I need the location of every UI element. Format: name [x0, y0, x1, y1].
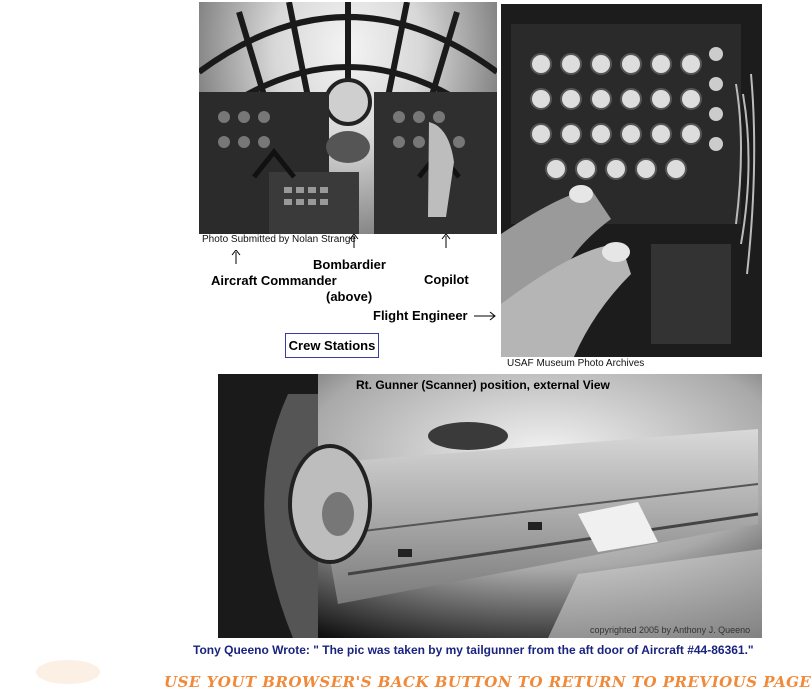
arrow-up-copilot	[441, 234, 451, 248]
copyright-text: copyrighted 2005 by Anthony J. Queeno	[590, 625, 751, 635]
arrow-right-engineer	[474, 311, 496, 321]
label-bombardier-above: (above)	[326, 289, 373, 304]
label-flight-engineer: Flight Engineer	[373, 308, 468, 323]
label-copilot: Copilot	[424, 272, 469, 287]
quote-speaker: Tony Queeno Wrote:	[193, 643, 310, 657]
arrow-up-commander	[231, 250, 241, 264]
quote-text: " The pic was taken by my tailgunner from the aft door of Aircraft #44-86361."	[313, 643, 754, 657]
flight-engineer-photo	[501, 4, 762, 357]
photo-credit-usaf: USAF Museum Photo Archives	[507, 358, 645, 369]
cockpit-photo	[199, 2, 497, 234]
arrow-up-bombardier	[349, 234, 359, 248]
faint-logo-icon	[34, 657, 102, 687]
photo-credit-nolan: Photo Submitted by Nolan Strange	[202, 234, 356, 245]
crew-stations-box: Crew Stations	[285, 333, 379, 358]
label-aircraft-commander: Aircraft Commander	[211, 273, 337, 288]
external-view-caption: Rt. Gunner (Scanner) position, external View	[356, 378, 610, 392]
back-button-notice: USE YOUT BROWSER'S BACK BUTTON TO RETURN TO PREVIOUS PAGE	[164, 673, 811, 691]
label-bombardier: Bombardier	[313, 257, 386, 272]
external-view-photo	[218, 374, 762, 638]
quote-line	[193, 643, 754, 657]
